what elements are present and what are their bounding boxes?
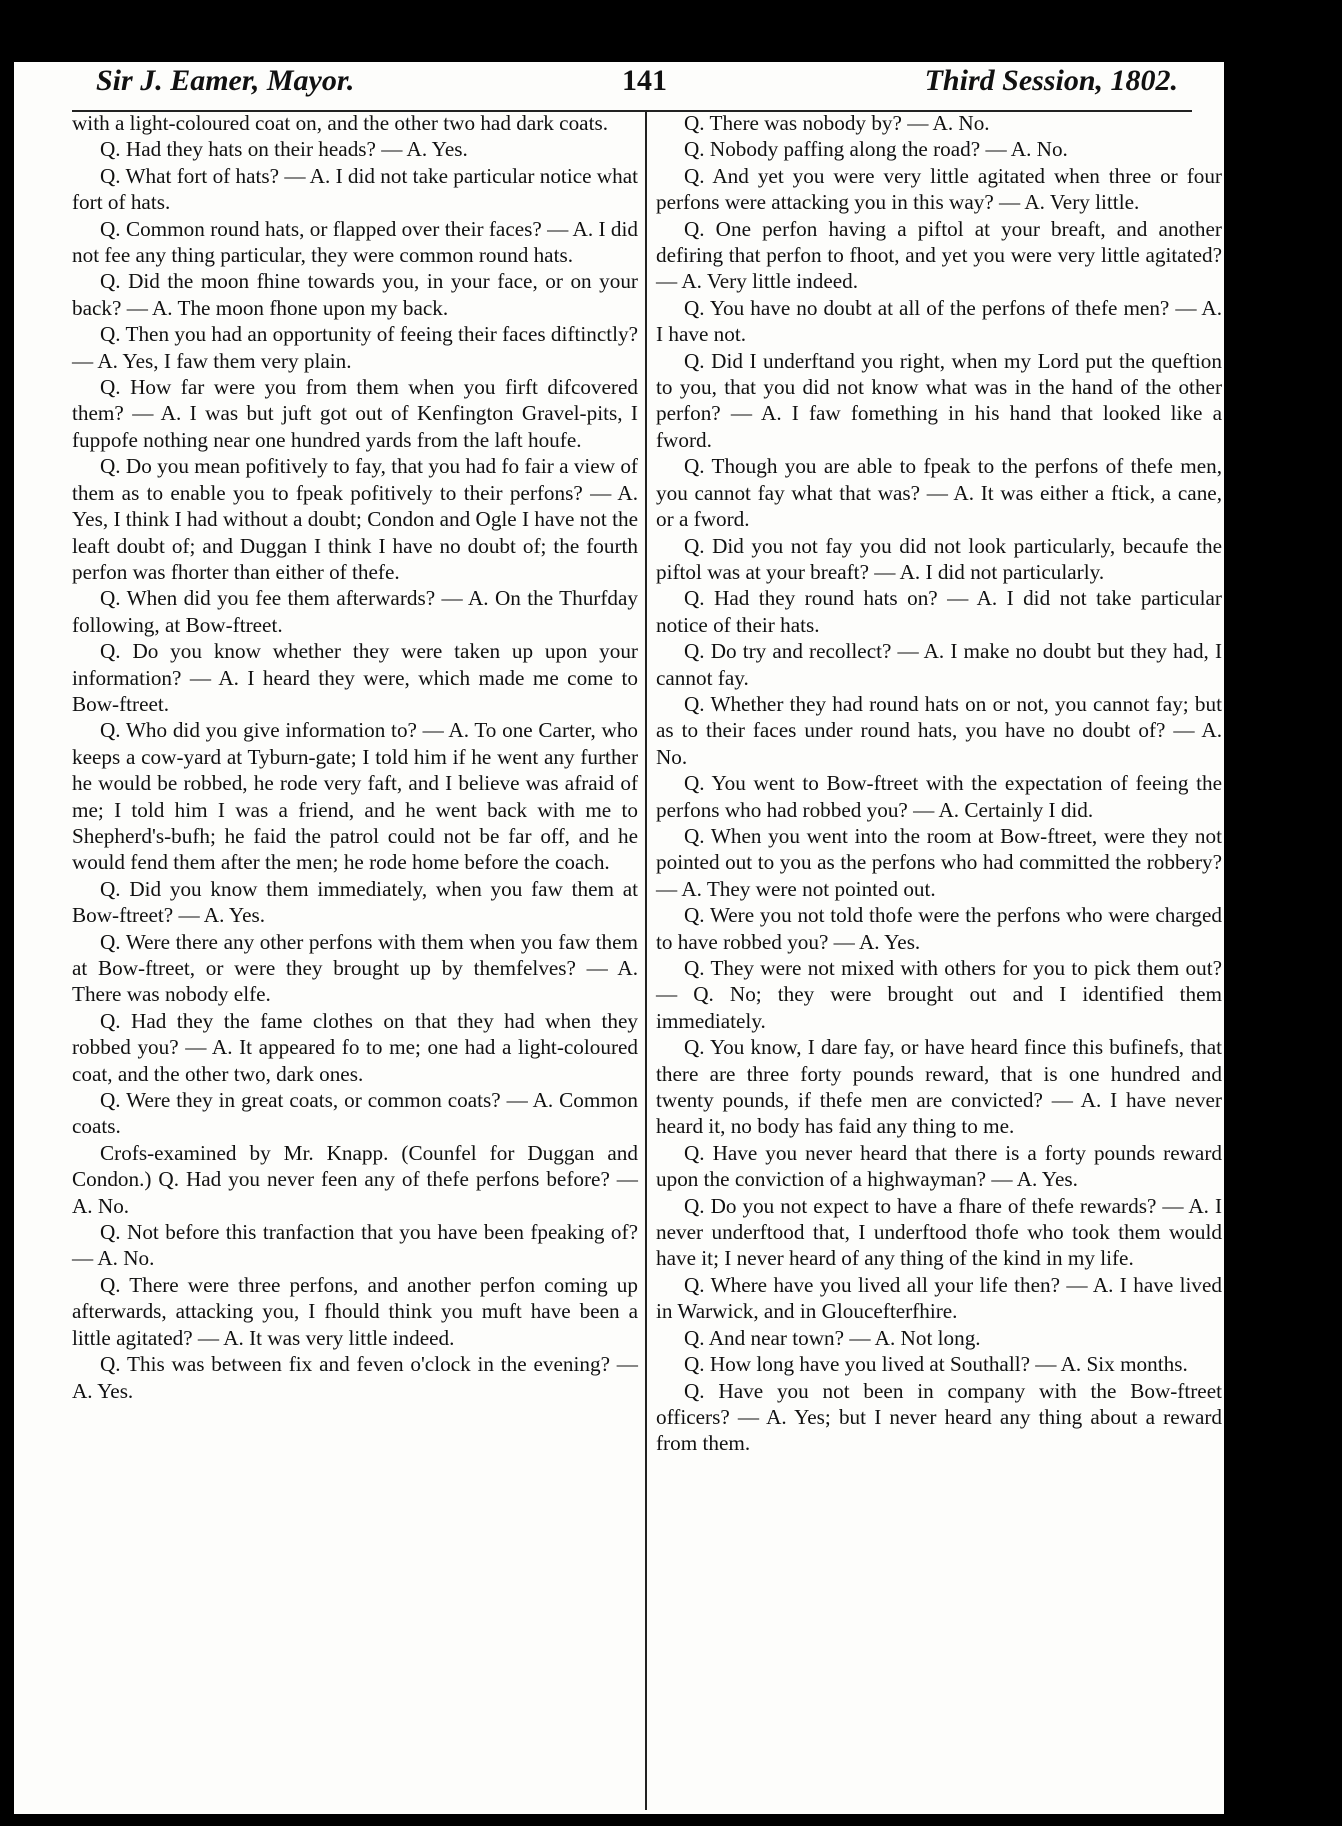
paragraph: Q. Have you not been in company with the Bow-ftreet officers? — A. Yes; but I never heard any thing about a reward from them. xyxy=(656,1378,1222,1456)
paragraph: Q. Not before this tranfaction that you have been fpeaking of? — A. No. xyxy=(72,1220,638,1271)
paragraph: Q. Though you are able to fpeak to the perfons of thefe men, you cannot fay what that was? — A. It was either a ftick, a cane, or a fword. xyxy=(656,454,1222,532)
paragraph: Q. One perfon having a piftol at your breaft, and another defiring that perfon to fhoot, and yet you were very little agitated? — A. Very little indeed. xyxy=(656,216,1222,294)
paragraph: Q. Were they in great coats, or common coats? — A. Common coats. xyxy=(72,1088,638,1139)
paragraph: Q. Whether they had round hats on or not, you cannot fay; but as to their faces under round hats, you have no doubt of? — A. No. xyxy=(656,691,1222,769)
header-session: Third Session, 1802. xyxy=(924,64,1178,97)
paragraph: Q. Do you not expect to have a fhare of thefe rewards? — A. I never underftood that, I underftood thofe who took them would have it; I never heard of any thing of the kind in my life. xyxy=(656,1193,1222,1271)
paragraph: Q. Did you not fay you did not look particularly, becaufe the piftol was at your breaft? — A. I did not particularly. xyxy=(656,533,1222,584)
paragraph: Q. How far were you from them when you firft difcovered them? — A. I was but juft got out of Kenfington Gravel-pits, I fuppofe nothing near one hundred yards from the laft houfe. xyxy=(72,375,638,452)
header-mayor: Sir J. Eamer, Mayor. xyxy=(96,64,355,97)
paragraph: Q. Have you never heard that there is a forty pounds reward upon the conviction of a highwayman? — A. Yes. xyxy=(656,1140,1222,1192)
paragraph: Q. There was nobody by? — A. No. xyxy=(684,111,990,135)
paragraph: Q. And near town? — A. Not long. xyxy=(684,1325,981,1350)
paragraph: Q. Do you mean pofitively to fay, that you had fo fair a view of them as to enable you to fpeak pofitively to their perfons? — A. Yes, I think I had without a doubt; Condon and Ogle I have not the leaft doubt of; and Duggan I think I have no doubt of; the fourth perfon was fhorter than either of thefe. xyxy=(72,454,638,584)
paragraph: Q. Common round hats, or flapped over their faces? — A. I did not fee any thing particular, they were common round hats. xyxy=(72,216,638,268)
paragraph: Q. They were not mixed with others for you to pick them out? — Q. No; they were brought out and I identified them immediately. xyxy=(656,956,1222,1033)
cross-examination-heading: Crofs-examined by Mr. Knapp. (Counfel for Duggan and Condon.) Q. Had you never feen any of thefe perfons before? — A. No. xyxy=(72,1140,638,1218)
paragraph: Q. Had they hats on their heads? — A. Yes. xyxy=(100,137,468,162)
running-head xyxy=(72,62,1192,112)
paragraph: Q. Do try and recollect? — A. I make no doubt but they had, I cannot fay. xyxy=(656,639,1222,690)
paragraph: Q. You know, I dare fay, or have heard fince this bufinefs, that there are three forty pounds reward, that is one hundred and twenty pounds, if thefe men are convicted? — A. I have never heard it, no body has faid any thing to me. xyxy=(656,1035,1222,1139)
column-divider xyxy=(645,110,647,1810)
page-number: 141 xyxy=(622,64,667,97)
paragraph: Q. Then you had an opportunity of feeing their faces diftinctly? — A. Yes, I faw them very plain. xyxy=(72,322,638,373)
paragraph: Q. Did the moon fhine towards you, in your face, or on your back? — A. The moon fhone upon my back. xyxy=(72,269,638,320)
paragraph: Q. Where have you lived all your life then? — A. I have lived in Warwick, and in Gloucefterfhire. xyxy=(656,1272,1222,1324)
paragraph: Q. When did you fee them afterwards? — A. On the Thurfday following, at Bow-ftreet. xyxy=(72,586,638,637)
paragraph: Q. This was between fix and feven o'clock in the evening? — A. Yes. xyxy=(72,1352,638,1403)
paragraph: Q. Were there any other perfons with them when you faw them at Bow-ftreet, or were they brought up by themfelves? — A. There was nobody elfe. xyxy=(72,929,638,1007)
paragraph: Q. Nobody paffing along the road? — A. No. xyxy=(684,137,1068,162)
paragraph: Q. Had they the fame clothes on that they had when they robbed you? — A. It appeared fo to me; one had a light-coloured coat, and the other two, dark ones. xyxy=(72,1008,638,1086)
document-page xyxy=(14,62,1224,1814)
paragraph: Q. Did you know them immediately, when you faw them at Bow-ftreet? — A. Yes. xyxy=(72,876,638,928)
paragraph: Q. And yet you were very little agitated when three or four perfons were attacking you in this way? — A. Very little. xyxy=(656,163,1222,215)
paragraph: Q. Did I underftand you right, when my Lord put the queftion to you, that you did not know what was in the hand of the other perfon? — A. I faw fomething in his hand that looked like a fword. xyxy=(656,348,1222,452)
paragraph: with a light-coloured coat on, and the other two had dark coats. xyxy=(72,111,608,135)
left-column xyxy=(72,110,638,1404)
paragraph: Q. Were you not told thofe were the perfons who were charged to have robbed you? — A. Yes. xyxy=(656,903,1222,954)
paragraph: Q. You have no doubt at all of the perfons of thefe men? — A. I have not. xyxy=(656,295,1222,347)
paragraph: Q. How long have you lived at Southall? — A. Six months. xyxy=(684,1352,1188,1377)
paragraph: Q. You went to Bow-ftreet with the expectation of feeing the perfons who had robbed you? — A. Certainly I did. xyxy=(656,771,1222,822)
paragraph: Q. Who did you give information to? — A. To one Carter, who keeps a cow-yard at Tyburn-gate; I told him if he went any further he would be robbed, he rode very faft, and I believe was afraid of me; I told him I was a friend, and he went back with me to Shepherd's-bufh; he faid the patrol could not be far off, and he would fend them after the men; he rode home before the coach. xyxy=(72,718,638,875)
paragraph: Q. There were three perfons, and another perfon coming up afterwards, attacking you, I fhould think you muft have been a little agitated? — A. It was very little indeed. xyxy=(72,1272,638,1350)
right-column xyxy=(656,110,1222,1457)
paragraph: Q. What fort of hats? — A. I did not take particular notice what fort of hats. xyxy=(72,163,638,215)
paragraph: Q. Had they round hats on? — A. I did not take particular notice of their hats. xyxy=(656,586,1222,637)
paragraph: Q. Do you know whether they were taken up upon your information? — A. I heard they were, which made me come to Bow-ftreet. xyxy=(72,639,638,716)
paragraph: Q. When you went into the room at Bow-ftreet, were they not pointed out to you as the perfons who had committed the robbery? — A. They were not pointed out. xyxy=(656,823,1222,901)
